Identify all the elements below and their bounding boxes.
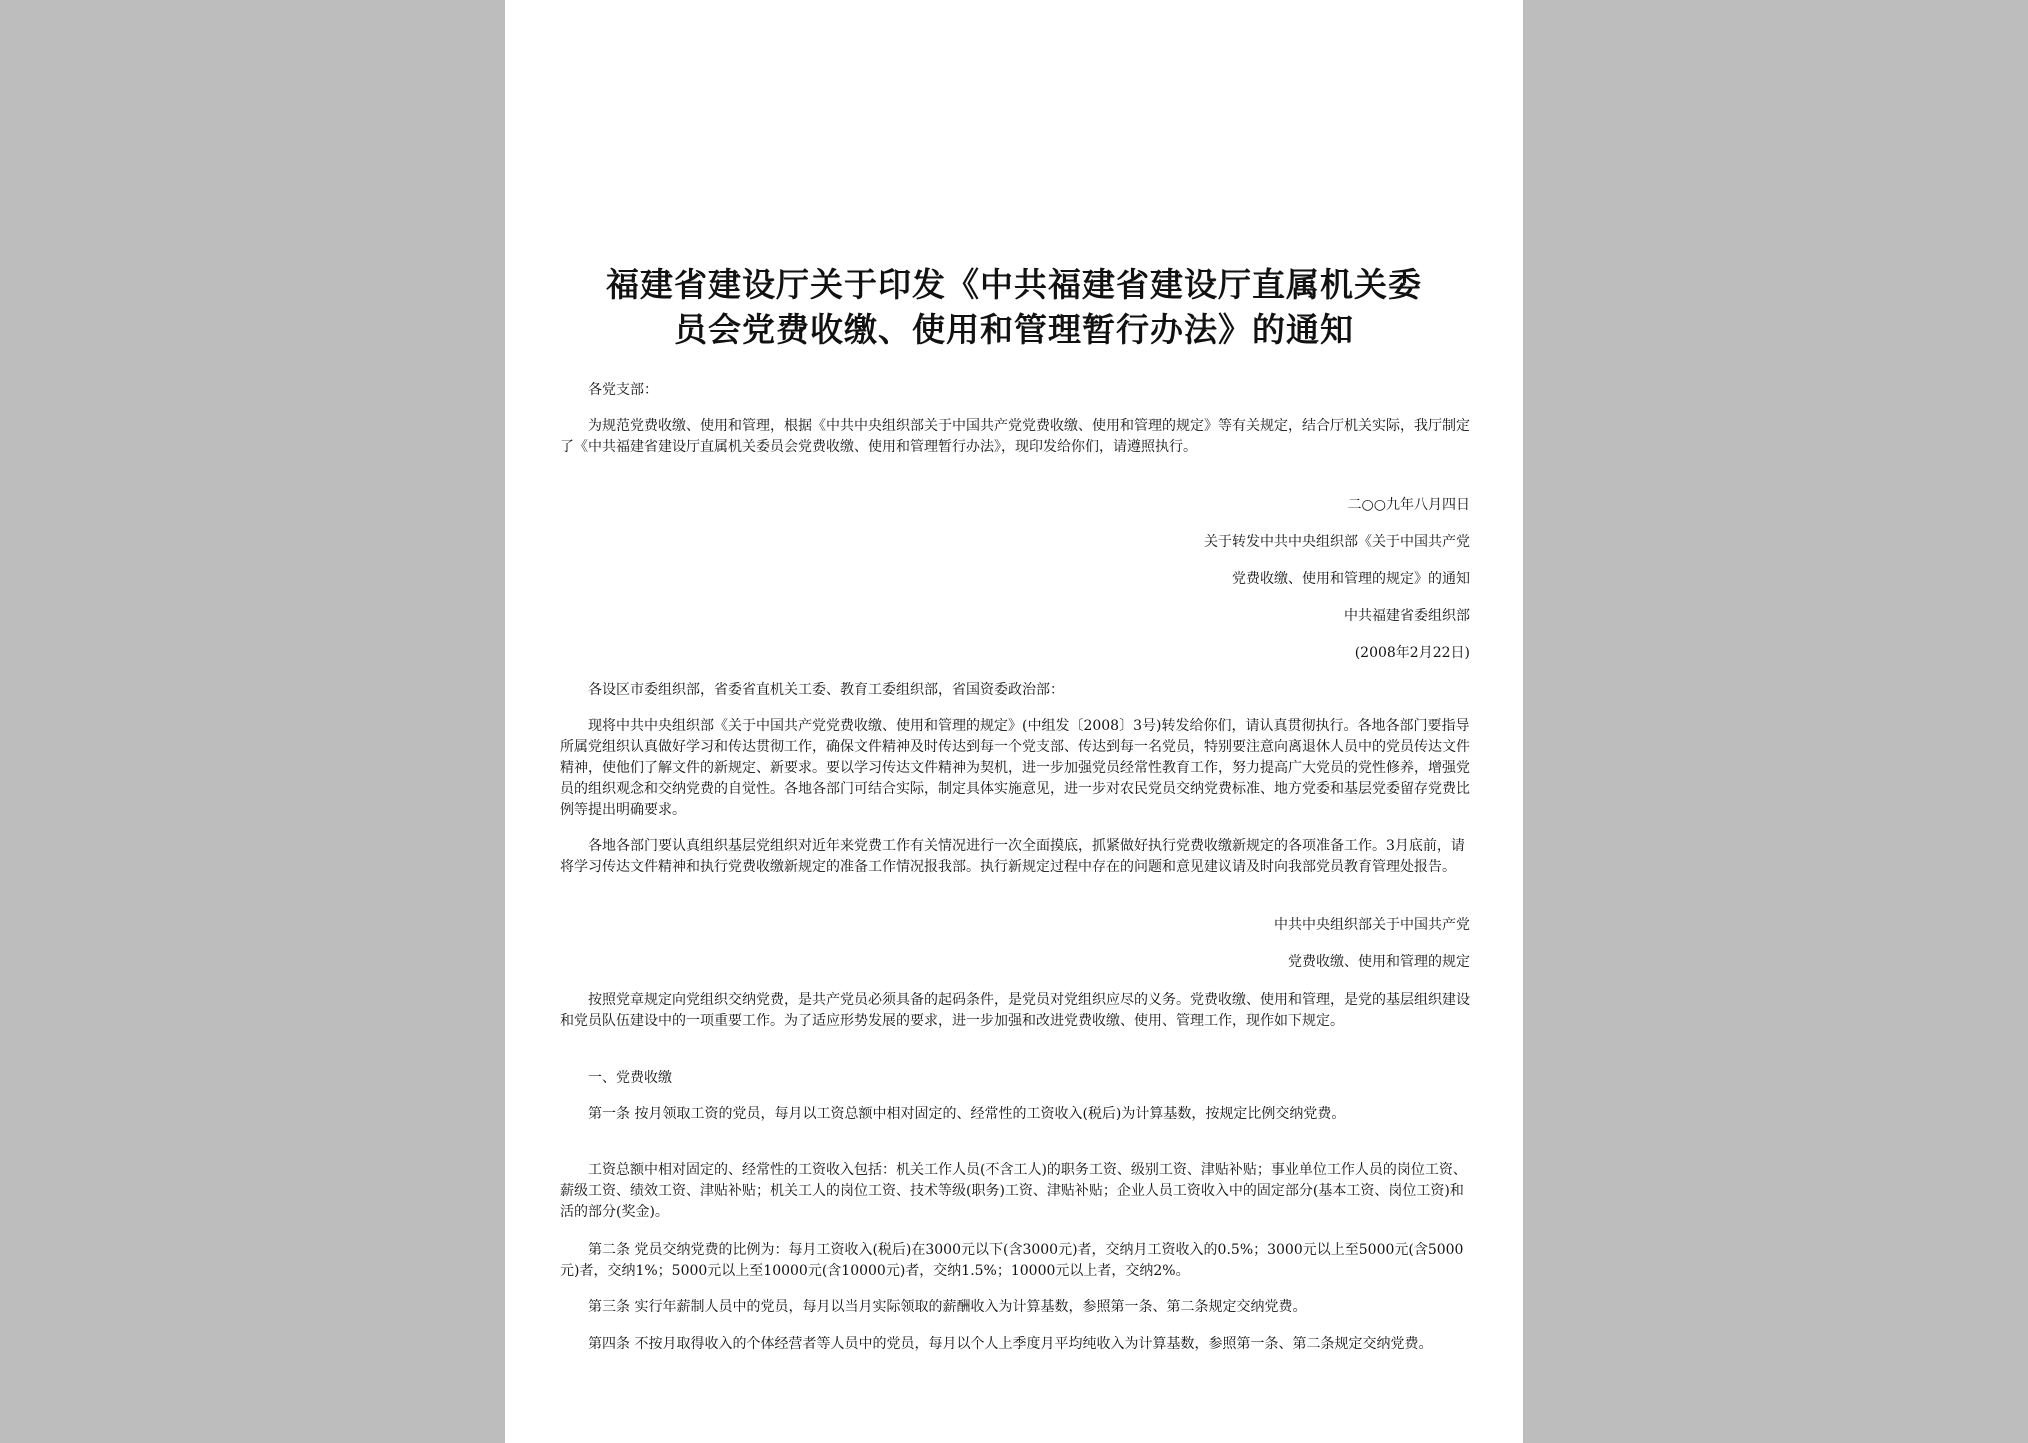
salutation: 各党支部： (588, 382, 658, 398)
issue-date: 二○○九年八月四日 (1347, 497, 1470, 513)
article-1-detail: 工资总额中相对固定的、经常性的工资收入包括：机关工作人员(不含工人)的职务工资、级别工资、津贴补贴；事业单位工作人员的岗位工资、薪级工资、绩效工资、津贴补贴；机关工人的岗位工资、技术等级(职务)工资、津贴补贴；企业人员工资收入中的固定部分(基本工资、岗位工资)和活的部分(奖金)。 (560, 1162, 1467, 1220)
article-3: 第三条 实行年薪制人员中的党员，每月以当月实际领取的薪酬收入为计算基数，参照第一条、第二条规定交纳党费。 (588, 1299, 1307, 1315)
forward-date: (2008年2月22日) (1354, 645, 1470, 661)
regulation-intro: 按照党章规定向党组织交纳党费，是共产党员必须具备的起码条件，是党员对党组织应尽的义务。党费收缴、使用和管理，是党的基层组织建设和党员队伍建设中的一项重要工作。为了适应形势发展的要求，进一步加强和改进党费收缴、使用、管理工作，现作如下规定。 (560, 992, 1470, 1029)
article-2: 第二条 党员交纳党费的比例为：每月工资收入(税后)在3000元以下(含3000元)者，交纳月工资收入的0.5%；3000元以上至5000元(含5000元)者，交纳1%；5000元以上至10000元(含10000元)者，交纳1.5%；10000元以上者，交纳2%。 (560, 1242, 1464, 1279)
forward-issuer: 中共福建省委组织部 (1344, 608, 1470, 624)
forward-title-line-1: 关于转发中共中央组织部《关于中国共产党 (1204, 534, 1470, 550)
title-line-2: 员会党费收缴、使用和管理暂行办法》的通知 (674, 310, 1354, 349)
title-line-1: 福建省建设厅关于印发《中共福建省建设厅直属机关委 (606, 265, 1422, 304)
regulation-title-line-2: 党费收缴、使用和管理的规定 (1288, 954, 1470, 970)
forward-title-line-2: 党费收缴、使用和管理的规定》的通知 (1232, 571, 1470, 587)
forward-paragraph-1: 现将中共中央组织部《关于中国共产党党费收缴、使用和管理的规定》(中组发〔2008〕3号)转发给你们，请认真贯彻执行。各地各部门要指导所属党组织认真做好学习和传达贯彻工作，确保文件精神及时传达到每一个党支部、传达到每一名党员，特别要注意向离退休人员中的党员传达文件精神，使他们了解文件的新规定、新要求。要以学习传达文件精神为契机，进一步加强党员经常性教育工作，努力提高广大党员的党性修养，增强党员的组织观念和交纳党费的自觉性。各地各部门可结合实际，制定具体实施意见，进一步对农民党员交纳党费标准、地方党委和基层党委留存党费比例等提出明确要求。 (560, 718, 1470, 818)
forward-salutation: 各设区市委组织部，省委省直机关工委、教育工委组织部，省国资委政治部： (588, 682, 1064, 698)
document-title (545, 262, 1483, 352)
forward-paragraph-2: 各地各部门要认真组织基层党组织对近年来党费工作有关情况进行一次全面摸底，抓紧做好执行党费收缴新规定的各项准备工作。3月底前，请将学习传达文件精神和执行党费收缴新规定的准备工作情况报我部。执行新规定过程中存在的问题和意见建议请及时向我部党员教育管理处报告。 (560, 838, 1465, 875)
article-1: 第一条 按月领取工资的党员，每月以工资总额中相对固定的、经常性的工资收入(税后)为计算基数，按规定比例交纳党费。 (588, 1106, 1346, 1122)
article-4: 第四条 不按月取得收入的个体经营者等人员中的党员，每月以个人上季度月平均纯收入为计算基数，参照第一条、第二条规定交纳党费。 (588, 1336, 1433, 1352)
document-page (505, 0, 1523, 1443)
regulation-title-line-1: 中共中央组织部关于中国共产党 (1274, 917, 1470, 933)
intro-paragraph: 为规范党费收缴、使用和管理，根据《中共中央组织部关于中国共产党党费收缴、使用和管理的规定》等有关规定，结合厅机关实际，我厅制定了《中共福建省建设厅直属机关委员会党费收缴、使用和管理暂行办法》，现印发给你们，请遵照执行。 (560, 418, 1470, 455)
section-heading-1: 一、党费收缴 (588, 1070, 672, 1086)
